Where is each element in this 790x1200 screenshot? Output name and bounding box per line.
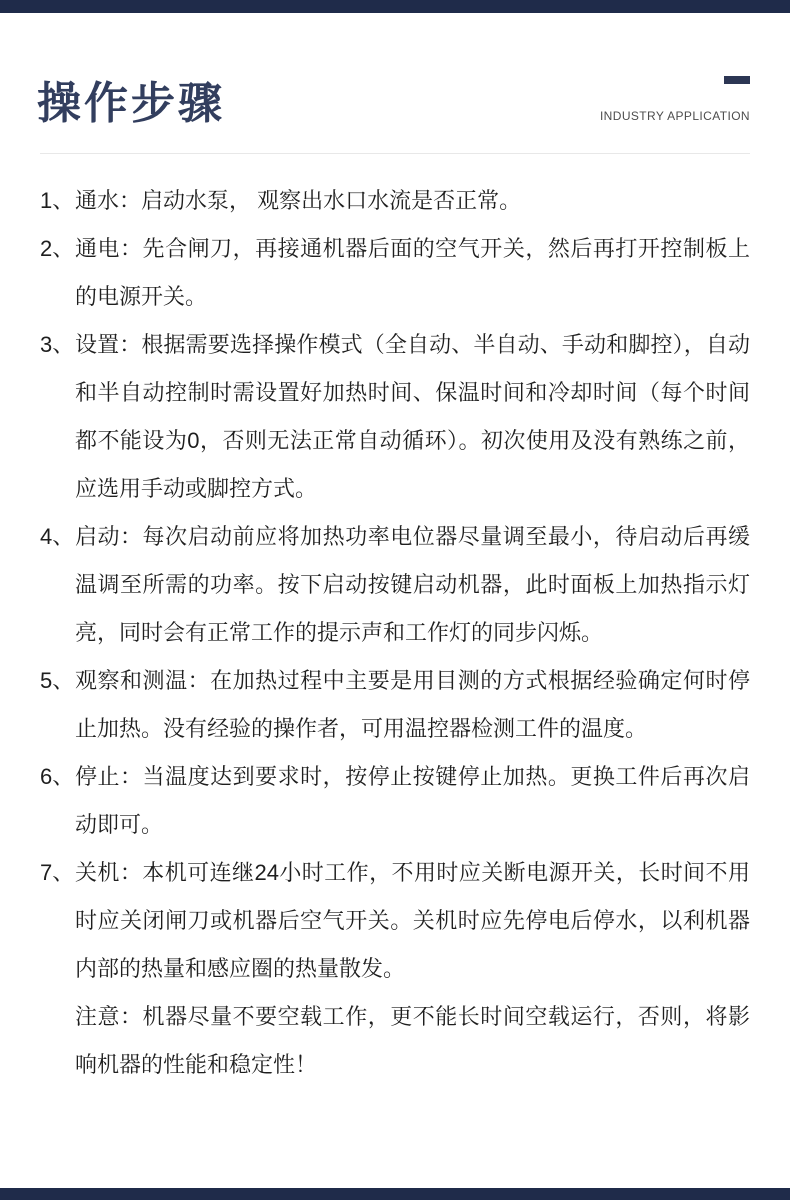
- step-item: [40, 753, 750, 849]
- steps-list: [40, 177, 750, 1089]
- step-item: [40, 513, 750, 657]
- header-divider: [40, 153, 750, 154]
- step-text: 设置：根据需要选择操作模式（全自动、半自动、手动和脚控），自动和半自动控制时需设置好加热时间、保温时间和冷却时间（每个时间都不能设为0，否则无法正常自动循环）。初次使用及没有熟练之前，应选用手动或脚控方式。: [75, 332, 750, 501]
- step-text: 观察和测温：在加热过程中主要是用目测的方式根据经验确定何时停止加热。没有经验的操作者，可用温控器检测工件的温度。: [75, 668, 750, 741]
- step-note: 注意：机器尽量不要空载工作，更不能长时间空载运行，否则，将影响机器的性能和稳定性！: [75, 1004, 750, 1077]
- step-item: [40, 225, 750, 321]
- step-number: 6、: [40, 764, 75, 789]
- step-item: [40, 321, 750, 513]
- step-text: 通水：启动水泵， 观察出水口水流是否正常。: [75, 188, 522, 213]
- step-text: 停止：当温度达到要求时，按停止按键停止加热。更换工件后再次启动即可。: [75, 764, 750, 837]
- step-text: 启动：每次启动前应将加热功率电位器尽量调至最小，待启动后再缓温调至所需的功率。按下启动按键启动机器，此时面板上加热指示灯亮，同时会有正常工作的提示声和工作灯的同步闪烁。: [75, 524, 750, 645]
- eyebrow-block: [600, 76, 750, 123]
- step-text: 通电：先合闸刀，再接通机器后面的空气开关，然后再打开控制板上的电源开关。: [75, 236, 750, 309]
- eyebrow-label: INDUSTRY APPLICATION: [599, 109, 750, 123]
- step-item: [40, 177, 750, 225]
- page-title: 操作步骤: [37, 79, 225, 128]
- step-number: 3、: [40, 332, 75, 357]
- bottom-accent-bar: [0, 1188, 790, 1200]
- step-number: 7、: [40, 860, 75, 885]
- step-number: 4、: [40, 524, 75, 549]
- step-text: 关机：本机可连继24小时工作，不用时应关断电源开关，长时间不用时应关闭闸刀或机器后空气开关。关机时应先停电后停水，以利机器内部的热量和感应圈的热量散发。: [75, 860, 750, 981]
- step-number: 1、: [40, 188, 75, 213]
- step-item: [40, 657, 750, 753]
- accent-dash-icon: [724, 76, 750, 84]
- section-header: [0, 0, 790, 128]
- step-number: 2、: [40, 236, 75, 261]
- step-number: 5、: [40, 668, 75, 693]
- step-item: [40, 849, 750, 1089]
